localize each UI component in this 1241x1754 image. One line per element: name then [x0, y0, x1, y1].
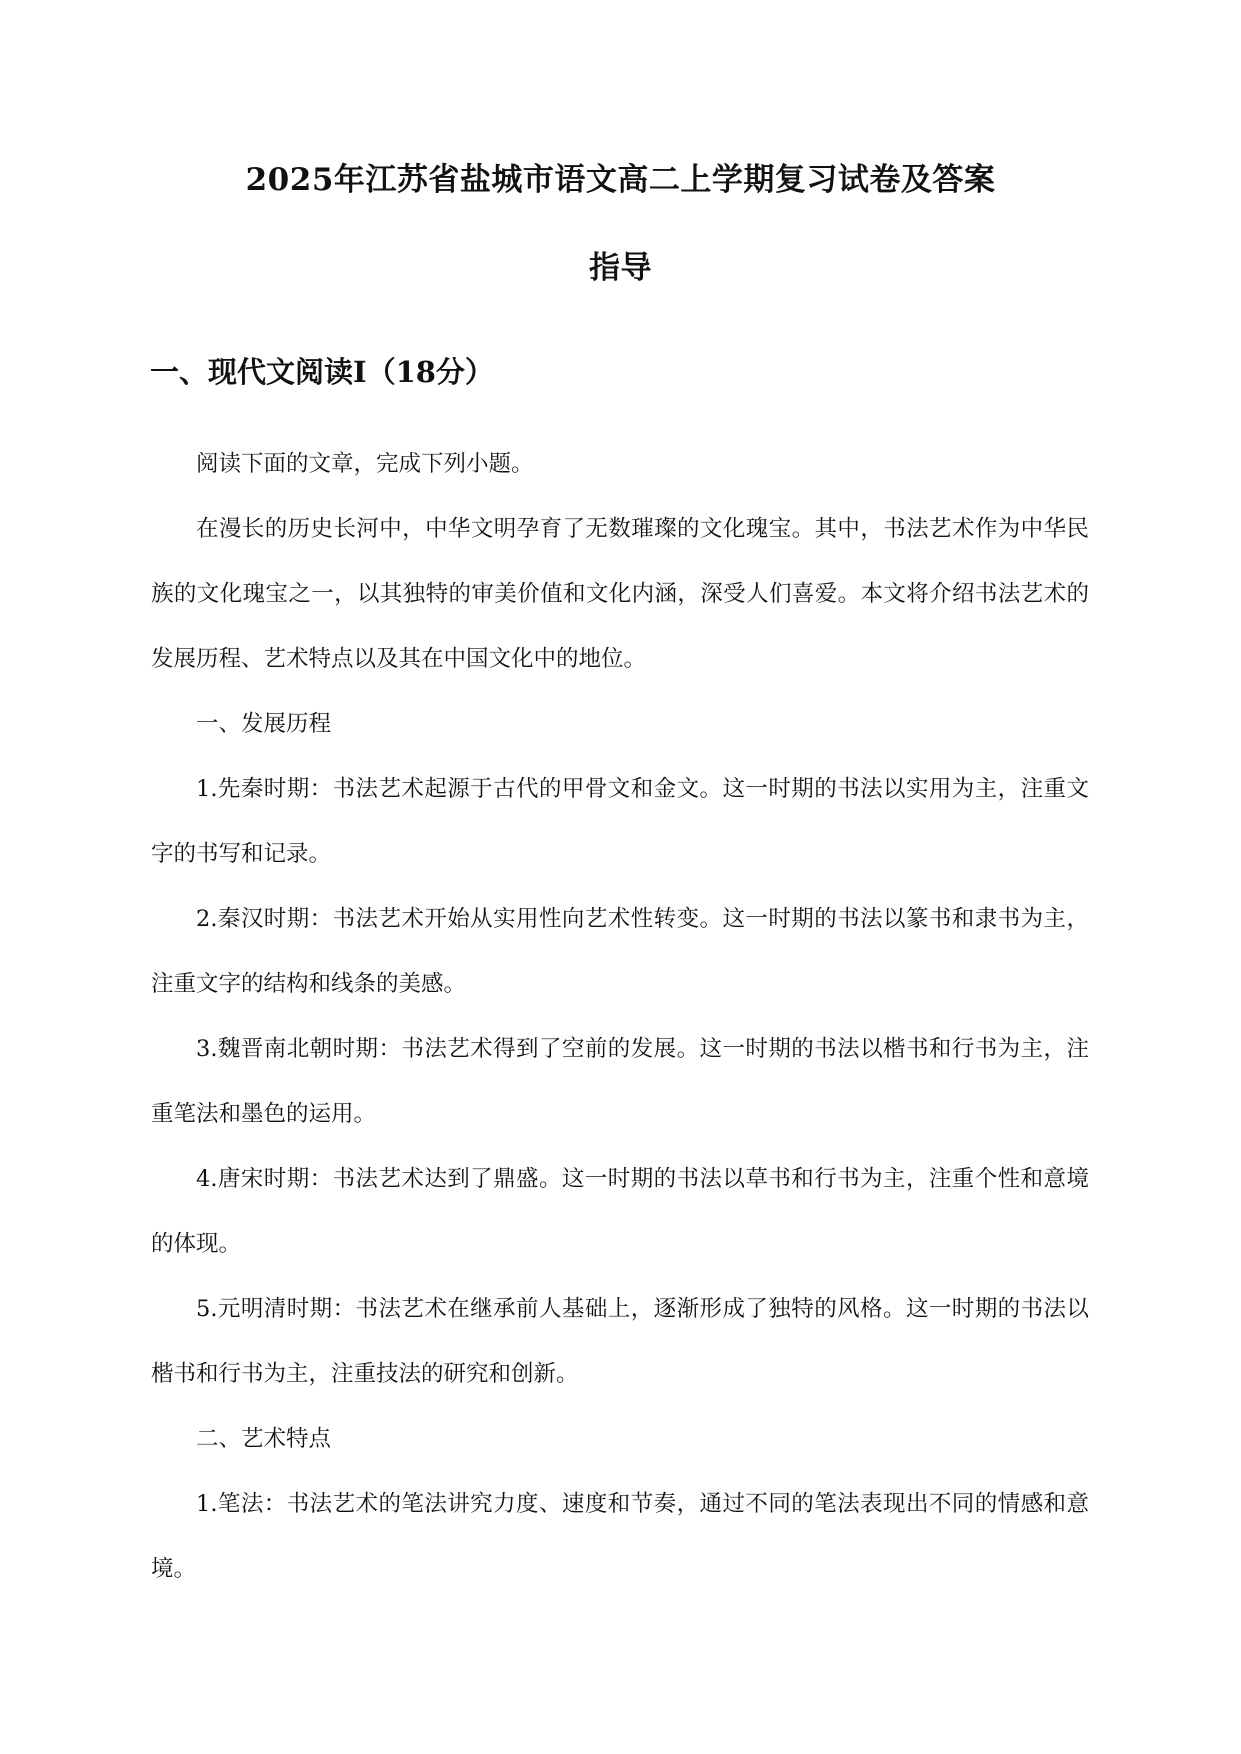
document-title-continued: 指导	[589, 250, 652, 286]
reading-passage	[151, 432, 1089, 1602]
paragraph-yuan-ming-qing: 5.元明清时期：书法艺术在继承前人基础上，逐渐形成了独特的风格。这一时期的书法以楷书和行书为主，注重技法的研究和创新。	[151, 1296, 1089, 1387]
intro-paragraph: 在漫长的历史长河中，中华文明孕育了无数璀璨的文化瑰宝。其中，书法艺术作为中华民族的文化瑰宝之一，以其独特的审美价值和文化内涵，深受人们喜爱。本文将介绍书法艺术的发展历程、艺术特点以及其在中国文化中的地位。	[151, 516, 1089, 672]
subheading-development: 一、发展历程	[196, 711, 332, 737]
instruction-paragraph: 阅读下面的文章，完成下列小题。	[196, 451, 534, 477]
document-title: 2025年江苏省盐城市语文高二上学期复习试卷及答案	[245, 162, 996, 198]
paragraph-qin-han: 2.秦汉时期：书法艺术开始从实用性向艺术性转变。这一时期的书法以篆书和隶书为主，注重文字的结构和线条的美感。	[151, 906, 1089, 997]
paragraph-brushwork: 1.笔法：书法艺术的笔法讲究力度、速度和节奏，通过不同的笔法表现出不同的情感和意境。	[151, 1491, 1089, 1582]
section-heading: 一、现代文阅读Ⅰ（18分）	[150, 355, 494, 389]
paragraph-wei-jin: 3.魏晋南北朝时期：书法艺术得到了空前的发展。这一时期的书法以楷书和行书为主，注重笔法和墨色的运用。	[151, 1036, 1089, 1127]
paragraph-tang-song: 4.唐宋时期：书法艺术达到了鼎盛。这一时期的书法以草书和行书为主，注重个性和意境的体现。	[151, 1166, 1089, 1257]
subheading-art-features: 二、艺术特点	[196, 1426, 332, 1452]
paragraph-pre-qin: 1.先秦时期：书法艺术起源于古代的甲骨文和金文。这一时期的书法以实用为主，注重文字的书写和记录。	[151, 776, 1089, 867]
